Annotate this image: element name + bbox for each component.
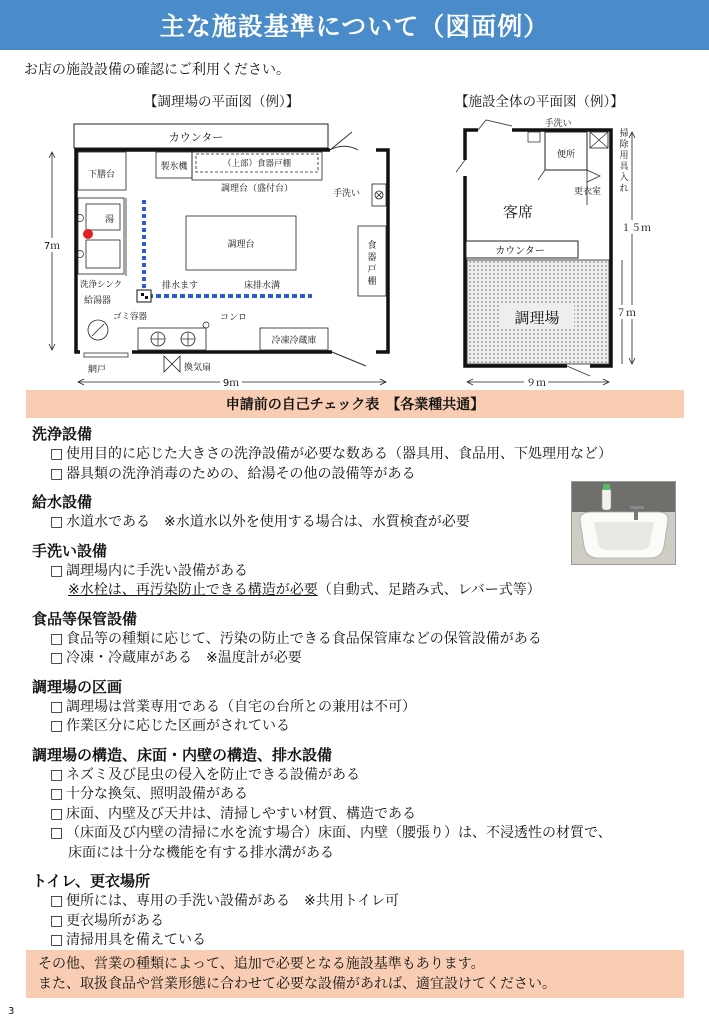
- checkbox-icon[interactable]: □: [50, 893, 64, 909]
- facility-width-label: ９ｍ: [526, 378, 546, 389]
- check-item[interactable]: □ 調理場は営業専用である（自宅の台所との兼用は不可）: [32, 698, 692, 718]
- section-toilet: [32, 871, 692, 951]
- kitchen-width-label: 9ｍ: [222, 378, 240, 389]
- ventilation-label: 換気扇: [184, 363, 212, 373]
- section-title: 食品等保管設備: [32, 609, 138, 628]
- ventilation-fan: [164, 356, 180, 372]
- page-number: 3: [8, 1006, 15, 1017]
- intro-text: お店の施設設備の確認にご利用ください。: [24, 62, 290, 78]
- checkbox-icon[interactable]: □: [50, 912, 64, 929]
- check-item[interactable]: □ 作業区分に応じた区画がされている: [32, 717, 692, 737]
- cooking-table-label: 調理台: [227, 240, 255, 250]
- section-washing: [32, 424, 692, 484]
- section-title: 調理場の区画: [32, 677, 123, 696]
- lower-shelf-label: 下膳台: [88, 170, 116, 180]
- check-item[interactable]: □ ネズミ及び昆虫の侵入を防止できる設備がある: [32, 766, 692, 786]
- facility-kitchen-depth-label: ７ｍ: [616, 308, 636, 319]
- section-title: 洗浄設備: [32, 425, 93, 443]
- dish-cabinet-label: 食器戸棚: [367, 241, 377, 287]
- hot-water-tap: [83, 229, 93, 239]
- section-title: 調理場の構造、床面・内壁の構造、排水設備: [32, 745, 333, 764]
- upper-cupboard-label: （上部）食器戸棚: [222, 159, 292, 169]
- kitchen-handwash-label: 手洗い: [333, 189, 361, 199]
- facility-plan-caption: 【施設全体の平面図（例）】: [455, 94, 624, 110]
- facility-plan: [456, 117, 652, 389]
- checkbox-icon[interactable]: □: [50, 932, 64, 948]
- prep-table-label: 調理台（盛付台）: [220, 184, 294, 194]
- checkbox-icon[interactable]: □: [50, 630, 64, 647]
- check-item[interactable]: □ 清掃用具を備えている: [32, 931, 692, 951]
- hot-water-label: 湯: [105, 215, 115, 225]
- section-zoning: [32, 677, 692, 737]
- checkbox-icon[interactable]: □: [50, 650, 64, 666]
- check-item[interactable]: □ 使用目的に応じた大きさの洗浄設備が必要な数ある（器具用、食品用、下処理用など）: [32, 445, 692, 465]
- fridge-label: 冷凍冷蔵庫: [271, 336, 317, 346]
- check-item-continuation: 床面には十分な機能を有する排水溝がある: [68, 844, 334, 861]
- section-storage: [32, 609, 692, 669]
- kitchen-counter-label: カウンター: [168, 131, 224, 144]
- section-structure: [32, 745, 692, 864]
- drain-box-label: 排水ます: [162, 281, 199, 291]
- check-item[interactable]: □ 食品等の種類に応じて、汚染の防止できる食品保管庫などの保管設備がある: [32, 630, 692, 650]
- kitchen-plan: [44, 124, 388, 389]
- section-title: 手洗い設備: [32, 541, 108, 560]
- facility-kitchen-label: 調理場: [514, 309, 560, 327]
- check-item[interactable]: □ 十分な換気、照明設備がある: [32, 785, 692, 805]
- kitchen-plan-caption: 【調理場の平面図（例）】: [144, 94, 300, 110]
- checkbox-icon[interactable]: □: [50, 766, 64, 783]
- checkbox-icon[interactable]: □: [50, 718, 64, 734]
- stove: [138, 328, 206, 350]
- check-item[interactable]: □ 冷凍・冷蔵庫がある ※温度計が必要: [32, 649, 692, 669]
- checkbox-icon[interactable]: □: [50, 446, 64, 462]
- screen-door-label: 網戸: [88, 365, 107, 375]
- checkbox-icon[interactable]: □: [50, 786, 64, 802]
- screen-door: [84, 353, 128, 357]
- check-item[interactable]: □ 更衣場所がある: [32, 912, 692, 932]
- toilet-label: 便所: [556, 150, 576, 160]
- check-item[interactable]: □ 便所には、専用の手洗い設備がある ※共用トイレ可: [32, 892, 692, 912]
- check-item[interactable]: □ 器具類の洗浄消毒のための、給湯その他の設備等がある: [32, 465, 692, 485]
- footer-line-2: また、取扱食品や営業形態に合わせて必要な設備があれば、適宜設けてください。: [38, 976, 556, 992]
- cleaning-tools-label: 掃除用具入れ: [619, 129, 629, 194]
- section-title: トイレ、更衣場所: [32, 872, 151, 890]
- check-item[interactable]: □ 調理場内に手洗い設備がある: [32, 562, 692, 582]
- check-item[interactable]: □ 水道水である ※水道水以外を使用する場合は、水質検査が必要: [32, 513, 692, 533]
- section-title: 給水設備: [32, 493, 93, 511]
- wash-sink-label: 洗浄シンク: [80, 280, 123, 290]
- stove-label: コンロ: [220, 313, 248, 323]
- checkbox-icon[interactable]: □: [50, 825, 64, 841]
- handwash-note: ※水栓は、再汚染防止できる構造が必要（自動式、足踏み式、レバー式等）: [68, 582, 541, 598]
- water-heater-label: 給湯器: [84, 296, 112, 306]
- checklist-title: 申請前の自己チェック表 【各業種共通】: [26, 390, 684, 418]
- checkbox-icon[interactable]: □: [50, 465, 64, 482]
- check-item[interactable]: □ （床面及び内壁の清掃に水を流す場合）床面、内壁（腰張り）は、不浸透性の材質で、: [32, 824, 692, 844]
- facility-handwash-label: 手洗い: [544, 119, 572, 129]
- handwash-sink-photo: [571, 481, 676, 565]
- kitchen-depth-label: 7ｍ: [43, 241, 61, 252]
- footer-note: [26, 950, 684, 998]
- floor-plans-drawing: [0, 0, 709, 390]
- seating-label: 客席: [502, 203, 534, 221]
- checkbox-icon[interactable]: □: [50, 805, 64, 822]
- facility-counter-label: カウンター: [495, 246, 545, 257]
- footer-line-1: その他、営業の種類によって、追加で必要となる施設基準もあります。: [38, 956, 485, 972]
- checkbox-icon[interactable]: □: [50, 562, 64, 579]
- checkbox-icon[interactable]: □: [50, 698, 64, 715]
- floor-drain-label: 床排水溝: [244, 281, 281, 291]
- page-title: 主な施設基準について（図面例）: [0, 0, 709, 50]
- checkbox-icon[interactable]: □: [50, 514, 64, 530]
- locker-room-label: 更衣室: [574, 187, 602, 197]
- garbage-label: ゴミ容器: [113, 312, 148, 322]
- ice-machine-label: 製氷機: [160, 162, 188, 172]
- facility-depth-label: １５ｍ: [621, 223, 651, 234]
- check-item[interactable]: □ 床面、内壁及び天井は、清掃しやすい材質、構造である: [32, 805, 692, 825]
